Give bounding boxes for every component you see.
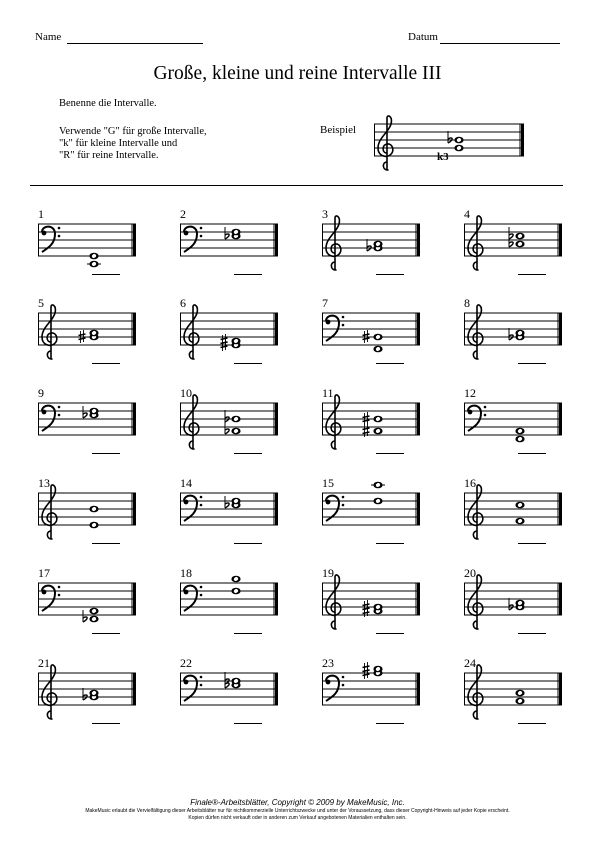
instruction-4: "R" für reine Intervalle. [59,150,159,161]
exercise-staff [38,481,136,546]
exercise-staff [322,571,420,636]
exercise-staff [38,661,136,726]
answer-field[interactable] [92,633,120,634]
staff-svg [464,391,562,451]
whole-note-icon [373,346,382,353]
whole-note-icon [373,428,382,435]
whole-note-icon [89,261,98,268]
exercise-number: 12 [464,386,476,400]
staff-svg [322,571,420,631]
flat-icon [225,496,229,508]
answer-field[interactable] [376,453,404,454]
whole-note-icon [373,416,382,423]
staff-svg [322,661,420,721]
answer-field[interactable] [234,453,262,454]
whole-note-icon [89,506,98,513]
exercise-number: 5 [38,296,44,310]
exercise-number: 4 [464,207,470,221]
whole-note-icon [515,233,524,240]
exercise-number: 19 [322,566,334,580]
exercise-staff [180,391,278,456]
flat-icon [83,688,87,700]
staff-svg [38,571,136,631]
staff-svg [374,112,524,172]
example-answer: k3 [437,151,449,163]
name-field[interactable] [67,31,203,44]
instruction-3: "k" für kleine Intervalle und [59,138,178,149]
flat-icon [83,406,87,418]
flat-icon [83,610,87,622]
staff-svg [180,301,278,361]
separator-line [30,185,563,186]
staff-svg [38,301,136,361]
answer-field[interactable] [376,363,404,364]
flat-icon [509,598,513,610]
answer-field[interactable] [376,633,404,634]
whole-note-icon [373,482,382,489]
whole-note-icon [515,241,524,248]
flat-icon [225,410,229,422]
whole-note-icon [373,604,382,611]
staff-svg [38,212,136,272]
whole-note-icon [89,253,98,260]
answer-field[interactable] [92,363,120,364]
exercise-staff [322,661,420,726]
whole-note-icon [515,502,524,509]
staff-svg [180,661,278,721]
whole-note-icon [373,334,382,341]
answer-field[interactable] [518,723,546,724]
whole-note-icon [454,137,463,144]
exercise-number: 20 [464,566,476,580]
exercise-staff [38,571,136,636]
exercise-staff [180,481,278,546]
flat-icon [225,672,229,684]
whole-note-icon [515,518,524,525]
footer-copyright: Finale®-Arbeitsblätter, Copyright © 2009 by MakeMusic, Inc. [190,798,405,807]
exercise-staff [464,212,562,277]
exercise-staff [464,301,562,366]
exercise-staff [322,301,420,366]
staff-svg [464,481,562,541]
whole-note-icon [231,428,240,435]
staff-svg [464,212,562,272]
staff-svg [464,571,562,631]
whole-note-icon [231,588,240,595]
instruction-2: Verwende "G" für große Intervalle, [59,126,207,137]
exercise-staff [180,571,278,636]
staff-svg [38,391,136,451]
whole-note-icon [515,428,524,435]
exercise-staff [322,212,420,277]
exercise-number: 15 [322,476,334,490]
instruction-1: Benenne die Intervalle. [59,98,157,109]
answer-field[interactable] [234,543,262,544]
staff-svg [322,212,420,272]
answer-field[interactable] [92,453,120,454]
exercise-staff [464,481,562,546]
answer-field[interactable] [376,274,404,275]
whole-note-icon [231,416,240,423]
whole-note-icon [231,338,240,345]
answer-field[interactable] [92,723,120,724]
exercise-staff [180,661,278,726]
staff-svg [464,661,562,721]
flat-icon [509,328,513,340]
whole-note-icon [515,330,524,337]
exercise-number: 6 [180,296,186,310]
exercise-number: 13 [38,476,50,490]
answer-field[interactable] [518,274,546,275]
staff-svg [322,391,420,451]
answer-field[interactable] [234,633,262,634]
answer-field[interactable] [234,274,262,275]
exercise-number: 2 [180,207,186,221]
whole-note-icon [89,408,98,415]
exercise-staff [38,391,136,456]
whole-note-icon [231,576,240,583]
answer-field[interactable] [518,453,546,454]
whole-note-icon [373,666,382,673]
exercise-number: 10 [180,386,192,400]
answer-field[interactable] [518,543,546,544]
example-label: Beispiel [320,124,357,136]
exercise-number: 21 [38,656,50,670]
exercise-staff [38,212,136,277]
whole-note-icon [515,690,524,697]
exercise-number: 8 [464,296,470,310]
exercise-number: 14 [180,476,192,490]
name-label: Name [35,31,62,43]
date-field[interactable] [440,31,560,44]
staff-svg [464,301,562,361]
exercise-number: 22 [180,656,192,670]
page-title: Große, kleine und reine Intervalle III [153,63,442,84]
exercise-number: 23 [322,656,334,670]
whole-note-icon [89,608,98,615]
whole-note-icon [89,616,98,623]
exercise-number: 9 [38,386,44,400]
flat-icon [367,239,371,251]
whole-note-icon [89,330,98,337]
exercise-number: 24 [464,656,476,670]
example-staff [374,112,524,177]
footer-permission: MakeMusic erlaubt die Vervielfältigung dieser Arbeitsblätter nur für nichtkommerzielle Unterrichtszwecke und unter der Voraussetzung, dass dieser Copyright-Hinweis auf jeder Kopie erscheint. [85,808,510,814]
exercise-staff [464,571,562,636]
exercise-staff [464,391,562,456]
exercise-number: 17 [38,566,50,580]
answer-field[interactable] [92,543,120,544]
exercise-staff [180,212,278,277]
staff-svg [322,481,420,541]
staff-svg [38,661,136,721]
answer-field[interactable] [92,274,120,275]
exercise-staff [322,481,420,546]
exercise-number: 1 [38,207,44,221]
exercise-number: 16 [464,476,476,490]
exercise-number: 18 [180,566,192,580]
exercise-number: 11 [322,386,334,400]
whole-note-icon [89,522,98,529]
flat-icon [448,131,452,143]
whole-note-icon [231,498,240,505]
whole-note-icon [515,436,524,443]
exercise-staff [38,301,136,366]
exercise-staff [322,391,420,456]
whole-note-icon [373,241,382,248]
answer-field[interactable] [518,633,546,634]
whole-note-icon [231,678,240,685]
whole-note-icon [515,600,524,607]
flat-icon [225,227,229,239]
staff-svg [180,481,278,541]
staff-svg [322,301,420,361]
answer-field[interactable] [234,723,262,724]
flat-icon [509,227,513,239]
flat-icon [225,422,229,434]
answer-field[interactable] [518,363,546,364]
exercise-staff [464,661,562,726]
answer-field[interactable] [376,543,404,544]
staff-svg [180,212,278,272]
exercise-number: 7 [322,296,328,310]
date-label: Datum [408,31,438,43]
whole-note-icon [454,145,463,152]
whole-note-icon [515,698,524,705]
footer-restriction: Kopien dürfen nicht verkauft oder in anderen zum Verkauf angebotenen Materialien enthalten sein. [188,815,407,821]
staff-svg [38,481,136,541]
whole-note-icon [89,690,98,697]
answer-field[interactable] [376,723,404,724]
exercise-staff [180,301,278,366]
answer-field[interactable] [234,363,262,364]
exercise-number: 3 [322,207,328,221]
staff-svg [180,391,278,451]
whole-note-icon [231,229,240,236]
staff-svg [180,571,278,631]
whole-note-icon [373,498,382,505]
